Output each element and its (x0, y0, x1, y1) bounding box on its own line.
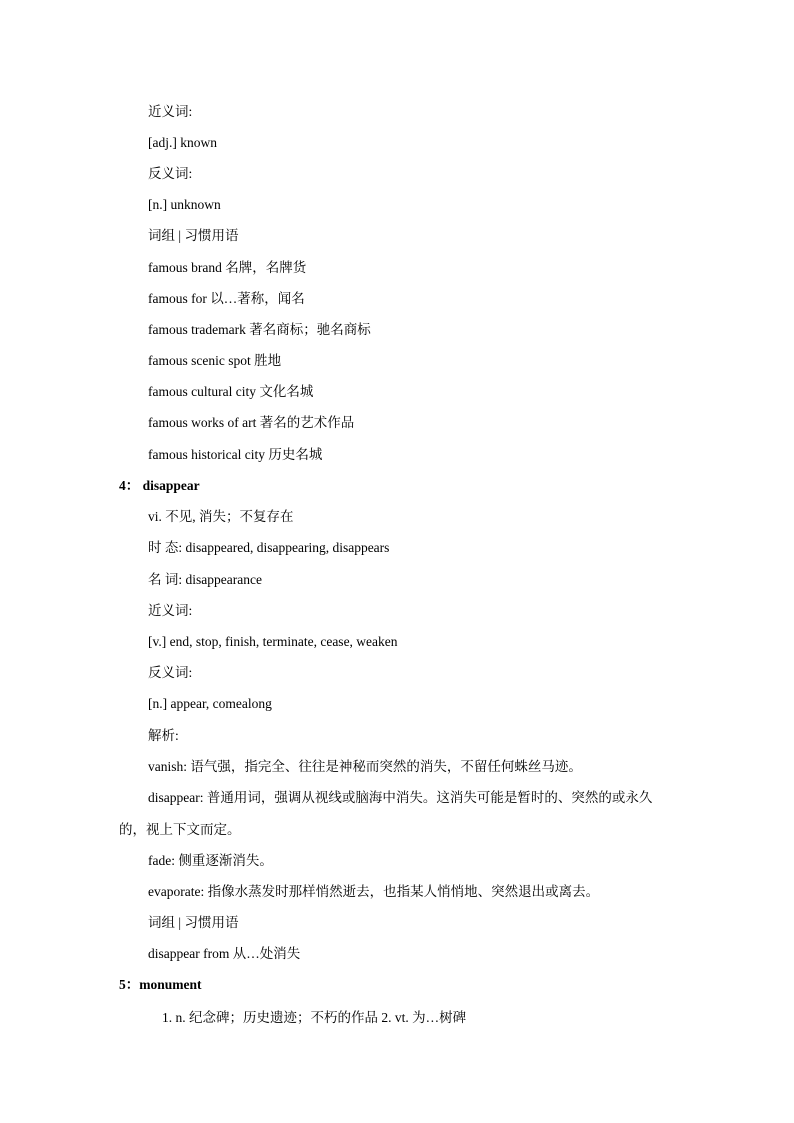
phrase-item: famous for 以…著称，闻名 (148, 291, 305, 306)
phrase-item: disappear from 从…处消失 (148, 946, 301, 961)
antonyms-label: 反义词: (148, 166, 193, 181)
phrase-item: famous cultural city 文化名城 (148, 384, 314, 399)
analysis-label: 解析: (148, 728, 179, 743)
phrase-item: famous brand 名牌，名牌货 (148, 260, 307, 275)
synonyms-label: 近义词: (148, 603, 193, 618)
entry-heading-monument: 5：monument (119, 977, 202, 992)
analysis-disappear: disappear: 普通用词，强调从视线或脑海中消失。这消失可能是暂时的、突然的或永久 (148, 790, 653, 805)
analysis-evaporate: evaporate: 指像水蒸发时那样悄然逝去，也指某人悄悄地、突然退出或离去。 (148, 884, 600, 899)
synonyms-text: [adj.] known (148, 135, 217, 150)
entry-heading-disappear: 4： disappear (119, 478, 200, 493)
phrase-item: famous historical city 历史名城 (148, 447, 323, 462)
antonyms-label: 反义词: (148, 665, 193, 680)
noun-form-text: 名 词: disappearance (148, 572, 262, 587)
phrase-item: famous trademark 著名商标；驰名商标 (148, 322, 371, 337)
analysis-vanish: vanish: 语气强，指完全、往往是神秘而突然的消失，不留任何蛛丝马迹。 (148, 759, 582, 774)
analysis-fade: fade: 侧重逐渐消失。 (148, 853, 273, 868)
antonyms-text: [n.] unknown (148, 197, 221, 212)
definition-text: 1. n. 纪念碑；历史遗迹；不朽的作品 2. vt. 为…树碑 (162, 1010, 467, 1025)
tense-text: 时 态: disappeared, disappearing, disappears (148, 540, 390, 555)
synonyms-text: [v.] end, stop, finish, terminate, cease, weaken (148, 634, 398, 649)
phrases-label: 词组 | 习惯用语 (148, 228, 239, 243)
phrases-label: 词组 | 习惯用语 (148, 915, 239, 930)
antonyms-text: [n.] appear, comealong (148, 696, 272, 711)
analysis-disappear-continued: 的，视上下文而定。 (119, 822, 241, 837)
definition-text: vi. 不见, 消失；不复存在 (148, 509, 294, 524)
phrase-item: famous scenic spot 胜地 (148, 353, 282, 368)
phrase-item: famous works of art 著名的艺术作品 (148, 415, 355, 430)
synonyms-label: 近义词: (148, 104, 193, 119)
